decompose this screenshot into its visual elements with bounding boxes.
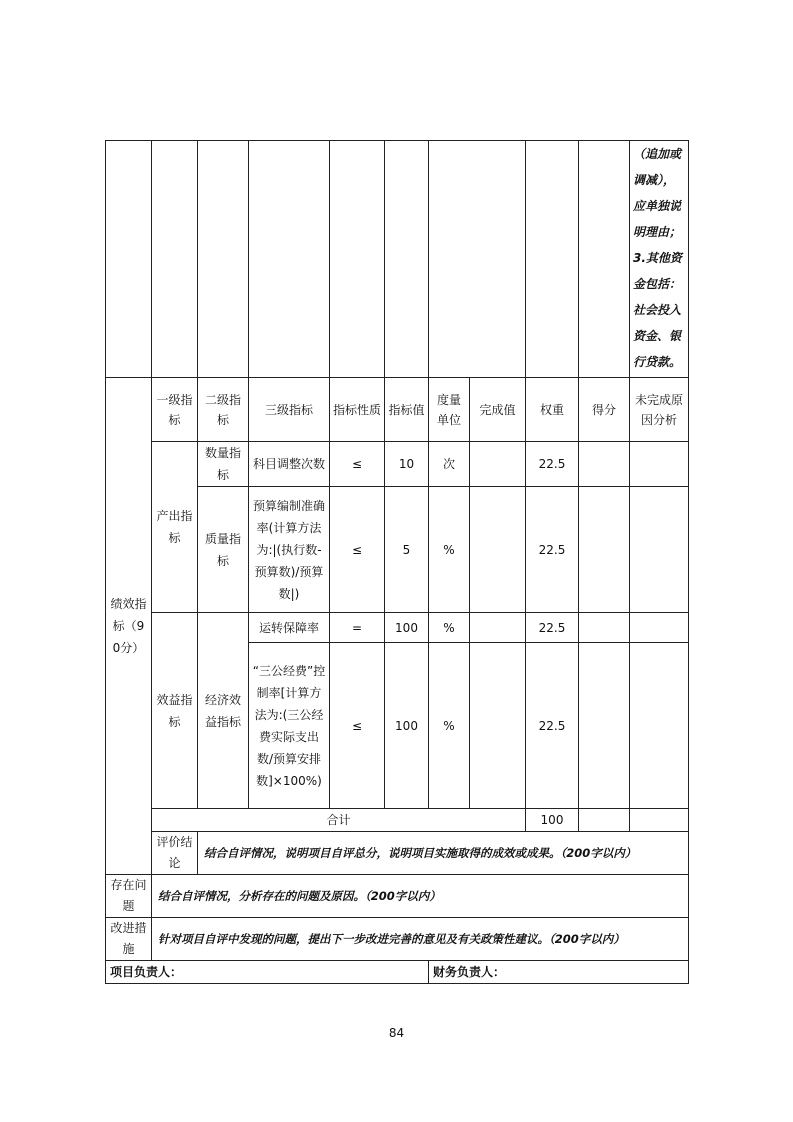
row-value: 100: [385, 643, 429, 809]
group-output: 产出指标: [152, 442, 198, 613]
blank-cell: [385, 141, 429, 378]
total-row: [106, 809, 689, 832]
blank-cell: [579, 141, 630, 378]
header-actual: 完成值: [470, 378, 526, 442]
blank-cell: [198, 141, 249, 378]
total-label: 合计: [152, 809, 526, 832]
row-score: [579, 487, 630, 613]
row-level3: 运转保障率: [249, 613, 330, 643]
row-unit: %: [429, 613, 470, 643]
performance-table: [105, 140, 689, 984]
header-reason: 未完成原因分析: [630, 378, 689, 442]
blank-cell: [106, 141, 152, 378]
header-level3: 三级指标: [249, 378, 330, 442]
row-score: [579, 442, 630, 487]
header-unit: 度量单位: [429, 378, 470, 442]
blank-cell: [429, 141, 526, 378]
page-number: 84: [388, 1026, 405, 1040]
row-value: 100: [385, 613, 429, 643]
row-nature: ≤: [330, 487, 385, 613]
evaluation-row: [106, 918, 689, 961]
total-reason: [630, 809, 689, 832]
row-unit: 次: [429, 442, 470, 487]
row-value: 5: [385, 487, 429, 613]
row-actual: [470, 613, 526, 643]
row-unit: %: [429, 487, 470, 613]
blank-cell: [330, 141, 385, 378]
blank-cell: [152, 141, 198, 378]
row-score: [579, 613, 630, 643]
row-level3: “三公经费”控制率[计算方法为:(三公经费实际支出数/预算安排数]×100%): [249, 643, 330, 809]
row-reason: [630, 613, 689, 643]
header-level2: 二级指标: [198, 378, 249, 442]
evaluation-row: [106, 832, 689, 875]
total-score: [579, 809, 630, 832]
row-nature: ≤: [330, 643, 385, 809]
header-weight: 权重: [526, 378, 579, 442]
row-value: 10: [385, 442, 429, 487]
row-weight: 22.5: [526, 487, 579, 613]
row-weight: 22.5: [526, 613, 579, 643]
continued-row: [106, 141, 689, 378]
row-score: [579, 643, 630, 809]
row-reason: [630, 487, 689, 613]
row-level2: 质量指标: [198, 487, 249, 613]
row-level2: 数量指标: [198, 442, 249, 487]
header-value: 指标值: [385, 378, 429, 442]
header-score: 得分: [579, 378, 630, 442]
row-nature: =: [330, 613, 385, 643]
section-label: 绩效指标（90分）: [106, 378, 152, 875]
row-weight: 22.5: [526, 643, 579, 809]
evaluation-text: 结合自评情况，说明项目自评总分，说明项目实施取得的成效或成果。（200字以内）: [198, 832, 689, 875]
row-level3: 科目调整次数: [249, 442, 330, 487]
evaluation-label: 评价结论: [152, 832, 198, 875]
evaluation-label: 改进措施: [106, 918, 152, 961]
row-reason: [630, 442, 689, 487]
header-level1: 一级指标: [152, 378, 198, 442]
evaluation-text: 结合自评情况，分析存在的问题及原因。（200字以内）: [152, 875, 689, 918]
signature-row: [106, 961, 689, 984]
funding-note: （追加或调减），应单独说明理由；3.其他资金包括：社会投入资金、银行贷款。: [630, 141, 689, 378]
row-level3: 预算编制准确率(计算方法为:|(执行数-预算数)/预算数|): [249, 487, 330, 613]
blank-cell: [249, 141, 330, 378]
row-actual: [470, 442, 526, 487]
evaluation-label: 存在问题: [106, 875, 152, 918]
table-row: [106, 613, 689, 643]
table-row: [106, 442, 689, 487]
row-unit: %: [429, 643, 470, 809]
row-actual: [470, 487, 526, 613]
total-weight: 100: [526, 809, 579, 832]
group-benefit: 效益指标: [152, 613, 198, 809]
evaluation-row: [106, 875, 689, 918]
evaluation-text: 针对项目自评中发现的问题，提出下一步改进完善的意见及有关政策性建议。（200字以内）: [152, 918, 689, 961]
finance-lead-signature: 财务负责人：: [429, 961, 689, 984]
row-actual: [470, 643, 526, 809]
row-level2: 经济效益指标: [198, 613, 249, 809]
row-nature: ≤: [330, 442, 385, 487]
row-weight: 22.5: [526, 442, 579, 487]
header-nature: 指标性质: [330, 378, 385, 442]
row-reason: [630, 643, 689, 809]
blank-cell: [526, 141, 579, 378]
project-lead-signature: 项目负责人：: [106, 961, 429, 984]
header-row: [106, 378, 689, 442]
